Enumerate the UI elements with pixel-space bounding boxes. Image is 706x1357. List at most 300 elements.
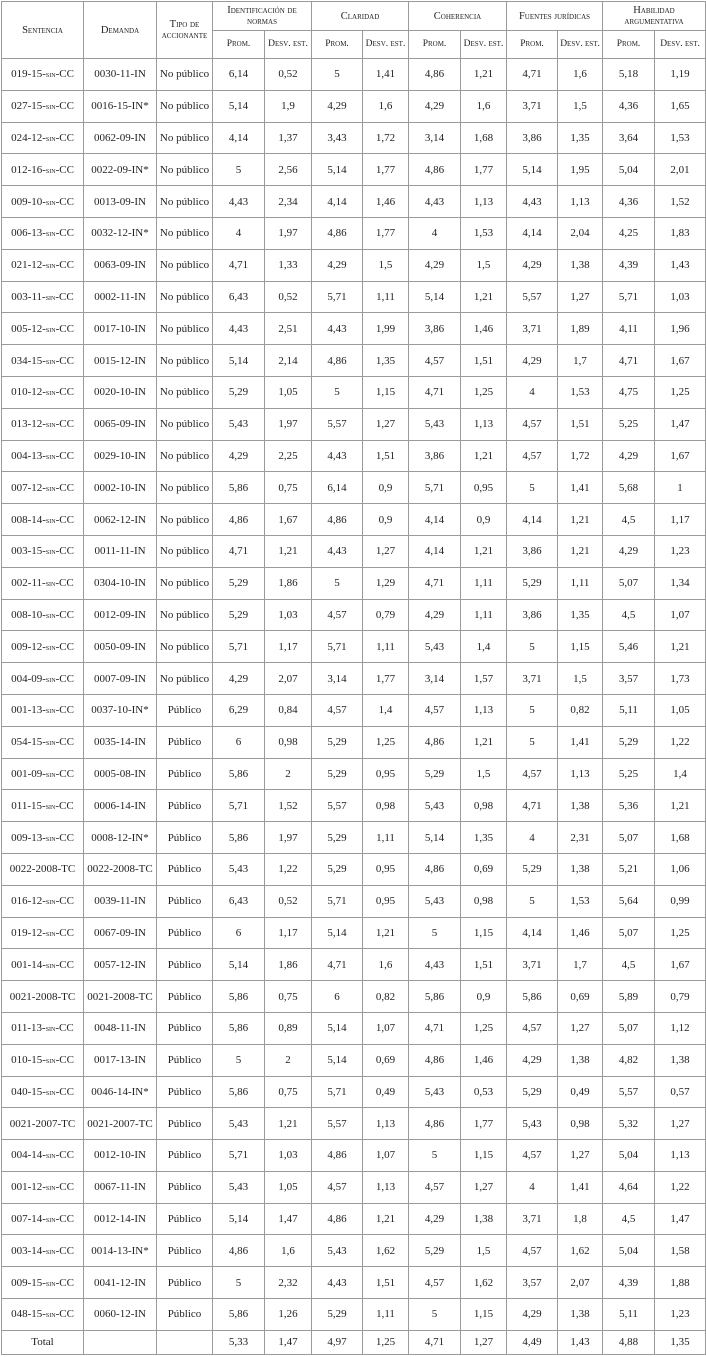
coherencia-prom-cell: 4,86 [409,1044,461,1076]
habilidad-prom-cell: 4,71 [603,345,655,377]
coherencia-prom-cell: 5,43 [409,1076,461,1108]
coherencia-desv-cell: 1,35 [461,822,507,854]
claridad-prom-cell: 4,57 [312,694,363,726]
coherencia-prom-cell: 4,14 [409,504,461,536]
habilidad-desv-cell: 1,25 [655,376,706,408]
demanda-cell: 0067-11-IN [84,1171,157,1203]
demanda-cell: 0029-10-IN [84,440,157,472]
sentencia-cell: 001-09-sin-CC [2,758,84,790]
coherencia-desv-cell: 1,21 [461,535,507,567]
sentencia-cell: 0021-2008-TC [2,981,84,1013]
identificacion-prom-cell: 5,86 [213,1076,265,1108]
claridad-prom-cell: 5 [312,567,363,599]
table-row [2,535,706,567]
habilidad-desv-cell: 1,58 [655,1235,706,1267]
fuentes-desv-cell: 1,38 [558,1044,603,1076]
claridad-prom-cell: 5,57 [312,790,363,822]
identificacion-desv-cell: 2,32 [265,1267,312,1299]
fuentes-desv-cell: 1,51 [558,408,603,440]
habilidad-prom-cell: 4,36 [603,186,655,218]
claridad-desv-cell: 0,95 [363,758,409,790]
table-row [2,1076,706,1108]
subheader-prom: Prom. [507,31,558,59]
fuentes-desv-cell: 1,15 [558,631,603,663]
fuentes-prom-cell: 4,14 [507,917,558,949]
claridad-desv-cell: 1,13 [363,1108,409,1140]
claridad-desv-cell: 1,6 [363,90,409,122]
sentencia-cell: 007-14-sin-CC [2,1203,84,1235]
coherencia-prom-cell: 5,29 [409,1235,461,1267]
habilidad-desv-cell: 1,06 [655,853,706,885]
coherencia-prom-cell: 4,14 [409,535,461,567]
coherencia-desv-cell: 1,21 [461,440,507,472]
fuentes-desv-cell: 1,13 [558,186,603,218]
habilidad-desv-cell: 1,43 [655,249,706,281]
identificacion-desv-cell: 1,47 [265,1203,312,1235]
claridad-desv-cell: 1,72 [363,122,409,154]
demanda-cell: 0012-09-IN [84,599,157,631]
identificacion-desv-cell: 2 [265,1044,312,1076]
habilidad-prom-cell: 5,32 [603,1108,655,1140]
habilidad-prom-cell: 5,07 [603,917,655,949]
claridad-prom-cell: 5,57 [312,408,363,440]
coherencia-desv-cell: 1,15 [461,917,507,949]
habilidad-prom-cell: 5,89 [603,981,655,1013]
habilidad-prom-cell: 5,07 [603,822,655,854]
habilidad-prom-cell: 4,36 [603,90,655,122]
claridad-desv-cell: 1,25 [363,726,409,758]
claridad-prom-cell: 4,43 [312,1267,363,1299]
fuentes-desv-cell: 1,53 [558,376,603,408]
claridad-prom-cell: 5 [312,376,363,408]
sentencia-cell: 004-13-sin-CC [2,440,84,472]
table-body [2,59,706,1355]
sentencia-cell: 001-13-sin-CC [2,694,84,726]
coherencia-desv-cell: 1,13 [461,408,507,440]
demanda-cell: 0039-11-IN [84,885,157,917]
coherencia-desv-cell: 0,98 [461,790,507,822]
demanda-cell: 0014-13-IN* [84,1235,157,1267]
claridad-prom-cell: 5,29 [312,1299,363,1331]
coherencia-prom-cell: 5 [409,1299,461,1331]
fuentes-prom-cell: 5,43 [507,1108,558,1140]
identificacion-desv-cell: 1,37 [265,122,312,154]
coherencia-prom-cell: 3,14 [409,663,461,695]
tipo-accionante-cell: Público [157,758,213,790]
coherencia-prom-cell: 4,57 [409,1267,461,1299]
claridad-prom-cell: 5,29 [312,853,363,885]
habilidad-prom-cell: 4,88 [603,1330,655,1354]
coherencia-prom-cell: 5,43 [409,408,461,440]
tipo-accionante-cell: Público [157,1140,213,1172]
claridad-prom-cell: 4,43 [312,535,363,567]
demanda-cell: 0008-12-IN* [84,822,157,854]
identificacion-prom-cell: 4,29 [213,440,265,472]
habilidad-desv-cell: 0,99 [655,885,706,917]
claridad-desv-cell: 0,49 [363,1076,409,1108]
identificacion-desv-cell: 1,47 [265,1330,312,1354]
fuentes-prom-cell: 3,57 [507,1267,558,1299]
tipo-accionante-cell: Público [157,1076,213,1108]
claridad-desv-cell: 1,62 [363,1235,409,1267]
table-row [2,1044,706,1076]
fuentes-desv-cell: 1,35 [558,122,603,154]
tipo-accionante-cell: No público [157,535,213,567]
claridad-prom-cell: 5,43 [312,1235,363,1267]
tipo-accionante-cell: No público [157,408,213,440]
coherencia-prom-cell: 4,86 [409,59,461,91]
habilidad-desv-cell: 1,96 [655,313,706,345]
total-label: Total [2,1330,84,1354]
sentencia-cell: 010-12-sin-CC [2,376,84,408]
coherencia-desv-cell: 0,95 [461,472,507,504]
fuentes-prom-cell: 5 [507,631,558,663]
habilidad-prom-cell: 3,64 [603,122,655,154]
coherencia-desv-cell: 1,77 [461,154,507,186]
habilidad-desv-cell: 1,19 [655,59,706,91]
fuentes-desv-cell: 1,38 [558,853,603,885]
table-row [2,440,706,472]
sentencia-cell: 024-12-sin-CC [2,122,84,154]
sentencia-cell: 006-13-sin-CC [2,217,84,249]
table-row [2,981,706,1013]
demanda-cell: 0015-12-IN [84,345,157,377]
coherencia-desv-cell: 1,25 [461,376,507,408]
table-row [2,631,706,663]
claridad-desv-cell: 0,69 [363,1044,409,1076]
identificacion-desv-cell: 2,25 [265,440,312,472]
claridad-prom-cell: 5,71 [312,1076,363,1108]
claridad-prom-cell: 5,71 [312,885,363,917]
coherencia-desv-cell: 0,9 [461,504,507,536]
subheader-prom: Prom. [312,31,363,59]
demanda-cell: 0046-14-IN* [84,1076,157,1108]
table-row [2,217,706,249]
table-row [2,790,706,822]
identificacion-desv-cell: 0,75 [265,472,312,504]
subheader-prom: Prom. [603,31,655,59]
identificacion-prom-cell: 5 [213,154,265,186]
habilidad-desv-cell: 1,34 [655,567,706,599]
sentencia-cell: 0021-2007-TC [2,1108,84,1140]
identificacion-desv-cell: 1,03 [265,1140,312,1172]
identificacion-desv-cell: 0,52 [265,885,312,917]
claridad-desv-cell: 1,4 [363,694,409,726]
sentencia-cell: 003-15-sin-CC [2,535,84,567]
claridad-desv-cell: 1,21 [363,917,409,949]
table-row [2,599,706,631]
demanda-cell: 0011-11-IN [84,535,157,567]
fuentes-prom-cell: 5 [507,726,558,758]
coherencia-desv-cell: 1,21 [461,726,507,758]
fuentes-prom-cell: 4,57 [507,1235,558,1267]
habilidad-desv-cell: 1,53 [655,122,706,154]
tipo-accionante-cell: No público [157,90,213,122]
tipo-accionante-cell: Público [157,1108,213,1140]
table-row [2,1108,706,1140]
coherencia-prom-cell: 3,14 [409,122,461,154]
table-row [2,249,706,281]
sentencia-cell: 021-12-sin-CC [2,249,84,281]
claridad-prom-cell: 3,43 [312,122,363,154]
coherencia-desv-cell: 1,21 [461,281,507,313]
sentencia-cell: 005-12-sin-CC [2,313,84,345]
results-table [1,1,706,1355]
identificacion-prom-cell: 5,29 [213,599,265,631]
subheader-desv-est: Desv. est. [461,31,507,59]
claridad-prom-cell: 4,57 [312,599,363,631]
coherencia-prom-cell: 4,43 [409,186,461,218]
fuentes-desv-cell: 1,5 [558,90,603,122]
table-row [2,758,706,790]
fuentes-prom-cell: 3,71 [507,90,558,122]
identificacion-prom-cell: 5 [213,1044,265,1076]
demanda-cell: 0057-12-IN [84,949,157,981]
habilidad-desv-cell: 0,57 [655,1076,706,1108]
tipo-accionante-cell: No público [157,472,213,504]
fuentes-desv-cell: 1,7 [558,949,603,981]
table-row [2,59,706,91]
habilidad-prom-cell: 4,39 [603,1267,655,1299]
tipo-accionante-cell: Público [157,1299,213,1331]
fuentes-desv-cell: 1,7 [558,345,603,377]
fuentes-prom-cell: 3,71 [507,663,558,695]
fuentes-desv-cell: 1,35 [558,599,603,631]
coherencia-desv-cell: 1,5 [461,1235,507,1267]
coherencia-prom-cell: 5 [409,1140,461,1172]
demanda-cell: 0062-09-IN [84,122,157,154]
habilidad-prom-cell: 4,25 [603,217,655,249]
claridad-desv-cell: 1,11 [363,1299,409,1331]
table-row [2,567,706,599]
habilidad-desv-cell: 1,35 [655,1330,706,1354]
demanda-cell: 0035-14-IN [84,726,157,758]
tipo-accionante-cell: Público [157,790,213,822]
subheader-desv-est: Desv. est. [265,31,312,59]
header-fuentes-juridicas: Fuentes jurídicas [507,2,603,31]
total-row [2,1330,706,1354]
identificacion-desv-cell: 1,97 [265,822,312,854]
table-row [2,1171,706,1203]
fuentes-desv-cell: 1,27 [558,281,603,313]
habilidad-desv-cell: 1,88 [655,1267,706,1299]
coherencia-desv-cell: 1,27 [461,1171,507,1203]
habilidad-prom-cell: 5,04 [603,154,655,186]
sentencia-cell: 001-12-sin-CC [2,1171,84,1203]
sentencia-cell: 019-12-sin-CC [2,917,84,949]
identificacion-desv-cell: 2,34 [265,186,312,218]
table-row [2,1235,706,1267]
sentencia-cell: 008-10-sin-CC [2,599,84,631]
fuentes-desv-cell: 1,41 [558,726,603,758]
identificacion-desv-cell: 0,75 [265,1076,312,1108]
subheader-desv-est: Desv. est. [558,31,603,59]
demanda-cell: 0037-10-IN* [84,694,157,726]
sentencia-cell: 011-15-sin-CC [2,790,84,822]
coherencia-desv-cell: 1,4 [461,631,507,663]
habilidad-desv-cell: 1,52 [655,186,706,218]
coherencia-prom-cell: 4,71 [409,376,461,408]
identificacion-prom-cell: 5,86 [213,1299,265,1331]
demanda-cell: 0021-2008-TC [84,981,157,1013]
tipo-accionante-cell: Público [157,917,213,949]
habilidad-prom-cell: 5,04 [603,1235,655,1267]
sentencia-cell: 048-15-sin-CC [2,1299,84,1331]
habilidad-desv-cell: 1,05 [655,694,706,726]
claridad-desv-cell: 0,9 [363,504,409,536]
table-row [2,1140,706,1172]
fuentes-prom-cell: 5,57 [507,281,558,313]
sentencia-cell: 040-15-sin-CC [2,1076,84,1108]
claridad-desv-cell: 0,79 [363,599,409,631]
claridad-prom-cell: 4,86 [312,504,363,536]
habilidad-desv-cell: 1,38 [655,1044,706,1076]
fuentes-prom-cell: 4,57 [507,1012,558,1044]
claridad-prom-cell: 5,71 [312,631,363,663]
tipo-accionante-cell: No público [157,345,213,377]
habilidad-prom-cell: 3,57 [603,663,655,695]
habilidad-desv-cell: 1 [655,472,706,504]
tipo-accionante-cell [157,1330,213,1354]
coherencia-prom-cell: 5,43 [409,790,461,822]
fuentes-desv-cell: 1,62 [558,1235,603,1267]
identificacion-desv-cell: 0,98 [265,726,312,758]
demanda-cell: 0041-12-IN [84,1267,157,1299]
coherencia-prom-cell: 4,86 [409,726,461,758]
habilidad-desv-cell: 1,22 [655,726,706,758]
claridad-desv-cell: 1,46 [363,186,409,218]
claridad-desv-cell: 1,77 [363,663,409,695]
habilidad-prom-cell: 4,5 [603,599,655,631]
coherencia-prom-cell: 5,29 [409,758,461,790]
habilidad-prom-cell: 4,39 [603,249,655,281]
fuentes-desv-cell: 1,38 [558,790,603,822]
habilidad-desv-cell: 1,03 [655,281,706,313]
table-row [2,122,706,154]
tipo-accionante-cell: No público [157,504,213,536]
claridad-prom-cell: 5,14 [312,917,363,949]
claridad-prom-cell: 4,86 [312,217,363,249]
fuentes-desv-cell: 1,95 [558,154,603,186]
habilidad-prom-cell: 5,71 [603,281,655,313]
habilidad-prom-cell: 5,57 [603,1076,655,1108]
habilidad-prom-cell: 4,82 [603,1044,655,1076]
coherencia-desv-cell: 1,77 [461,1108,507,1140]
fuentes-desv-cell: 2,04 [558,217,603,249]
habilidad-prom-cell: 5,11 [603,694,655,726]
fuentes-desv-cell: 0,98 [558,1108,603,1140]
identificacion-desv-cell: 1,21 [265,1108,312,1140]
table-row [2,949,706,981]
fuentes-desv-cell: 1,6 [558,59,603,91]
tipo-accionante-cell: Público [157,1267,213,1299]
fuentes-prom-cell: 3,86 [507,599,558,631]
habilidad-desv-cell: 1,22 [655,1171,706,1203]
fuentes-prom-cell: 3,86 [507,535,558,567]
identificacion-prom-cell: 4,29 [213,663,265,695]
claridad-desv-cell: 1,25 [363,1330,409,1354]
claridad-desv-cell: 1,77 [363,154,409,186]
habilidad-prom-cell: 4,11 [603,313,655,345]
habilidad-desv-cell: 1,27 [655,1108,706,1140]
coherencia-prom-cell: 4,29 [409,1203,461,1235]
fuentes-desv-cell: 1,21 [558,504,603,536]
sentencia-cell: 034-15-sin-CC [2,345,84,377]
demanda-cell: 0007-09-IN [84,663,157,695]
claridad-desv-cell: 0,9 [363,472,409,504]
habilidad-prom-cell: 5,18 [603,59,655,91]
tipo-accionante-cell: No público [157,313,213,345]
sentencia-cell: 009-13-sin-CC [2,822,84,854]
sentencia-cell: 004-14-sin-CC [2,1140,84,1172]
coherencia-prom-cell: 5,43 [409,885,461,917]
header-demanda: Demanda [84,2,157,59]
identificacion-prom-cell: 5,33 [213,1330,265,1354]
tipo-accionante-cell: Público [157,694,213,726]
identificacion-prom-cell: 6,43 [213,281,265,313]
table-row [2,345,706,377]
demanda-cell: 0048-11-IN [84,1012,157,1044]
sentencia-cell: 009-12-sin-CC [2,631,84,663]
fuentes-prom-cell: 4,57 [507,408,558,440]
identificacion-prom-cell: 6 [213,726,265,758]
header-claridad: Claridad [312,2,409,31]
coherencia-prom-cell: 5,86 [409,981,461,1013]
identificacion-prom-cell: 5,71 [213,790,265,822]
demanda-cell: 0021-2007-TC [84,1108,157,1140]
tipo-accionante-cell: Público [157,853,213,885]
demanda-cell: 0012-14-IN [84,1203,157,1235]
habilidad-prom-cell: 5,25 [603,758,655,790]
fuentes-prom-cell: 4,43 [507,186,558,218]
fuentes-prom-cell: 4 [507,822,558,854]
fuentes-prom-cell: 3,71 [507,949,558,981]
identificacion-desv-cell: 1,86 [265,567,312,599]
tipo-accionante-cell: No público [157,186,213,218]
habilidad-desv-cell: 1,47 [655,408,706,440]
habilidad-desv-cell: 2,01 [655,154,706,186]
demanda-cell: 0002-11-IN [84,281,157,313]
identificacion-prom-cell: 5,86 [213,822,265,854]
subheader-prom: Prom. [213,31,265,59]
tipo-accionante-cell: No público [157,567,213,599]
habilidad-desv-cell: 1,17 [655,504,706,536]
sentencia-cell: 001-14-sin-CC [2,949,84,981]
claridad-desv-cell: 1,13 [363,1171,409,1203]
identificacion-desv-cell: 1,33 [265,249,312,281]
table-row [2,376,706,408]
habilidad-prom-cell: 5,64 [603,885,655,917]
coherencia-prom-cell: 4,29 [409,599,461,631]
coherencia-desv-cell: 0,53 [461,1076,507,1108]
coherencia-desv-cell: 0,9 [461,981,507,1013]
demanda-cell: 0062-12-IN [84,504,157,536]
identificacion-prom-cell: 5,71 [213,1140,265,1172]
table-row [2,1203,706,1235]
coherencia-prom-cell: 4,57 [409,694,461,726]
fuentes-prom-cell: 5 [507,694,558,726]
tipo-accionante-cell: Público [157,726,213,758]
table-row [2,186,706,218]
habilidad-prom-cell: 5,25 [603,408,655,440]
coherencia-desv-cell: 1,38 [461,1203,507,1235]
coherencia-prom-cell: 5,43 [409,631,461,663]
fuentes-desv-cell: 1,89 [558,313,603,345]
coherencia-prom-cell: 4,29 [409,249,461,281]
sentencia-cell: 027-15-sin-CC [2,90,84,122]
fuentes-prom-cell: 5,29 [507,853,558,885]
tipo-accionante-cell: No público [157,631,213,663]
